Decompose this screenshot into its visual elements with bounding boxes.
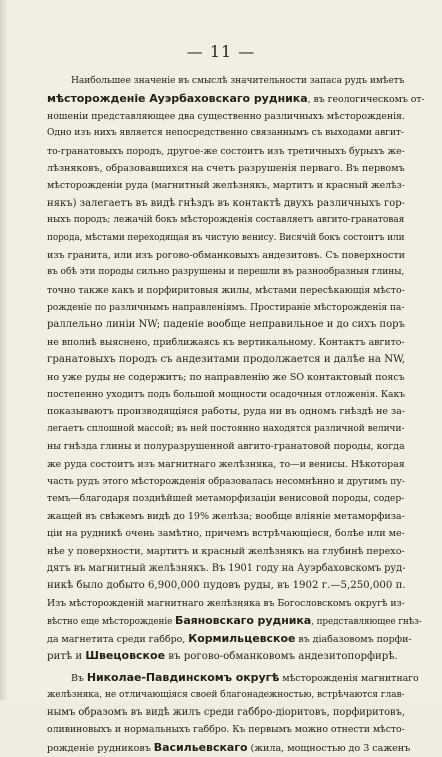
text-line [47,721,405,738]
text-run: оливиновыхъ и нормальныхъ габбро. Къ первымъ можно отнести мѣсто- [47,724,405,736]
text-run: рожденіе по различнымъ направленіямъ. Простираніе мѣсторожденія па- [47,302,405,314]
text-line [47,316,405,333]
text-line [47,282,405,299]
text-line [47,543,405,560]
text-line [47,230,405,247]
text-line [47,421,405,438]
text-run: часть рудъ этого мѣсторожденія образовалась несомнѣнно и другимъ пу- [47,475,405,487]
text-line [47,490,405,507]
text-run: , представляющее гнѣз- [311,617,422,628]
text-line [47,143,405,160]
text-line [47,125,405,142]
text-run: ны гнѣзда глины и полуразрушенной авгито-гранатовой породы, когда [47,441,405,453]
text-line [47,525,405,542]
text-run: дятъ въ магнитный желѣзнякъ. Въ 1901 году на Ауэрбаховскомъ руд- [47,562,406,574]
text-line [47,560,405,577]
text-run: вѣстно еще мѣсторожденіе [47,617,176,628]
text-line [47,595,405,612]
bold-term: Швецовское [85,648,166,662]
text-run: никѣ было добыто 6,900,000 пудовъ руды, въ 1902 г.—5,250,000 п. [47,580,406,592]
text-line [47,334,405,351]
text-line [47,508,405,525]
text-run: точно также какъ и порфиритовыя жилы, мѣстами пересѣкающія мѣсто- [47,284,405,296]
text-run: изъ гранита, или изъ рогово-обманковыхъ андезитовъ. Съ поверхности [47,249,405,261]
text-run: Въ [71,673,87,685]
text-run: ношеніи представляющее два существенно различныхъ мѣсторожденія. [47,110,405,122]
text-run: въ діабазовомъ порфи- [295,633,412,645]
text-run: постепенно уходитъ подъ большой мощности осадочныя отложенія. Какъ [47,389,405,401]
text-line [47,90,425,107]
text-run: Одно изъ нихъ является непосредственно связаннымъ съ выходами авгит- [47,128,404,139]
text-run: въ рогово-обманковомъ андезитопорфирѣ. [165,650,398,662]
text-run: Изъ мѣсторожденій магнитнаго желѣзняка въ Богословскомъ округѣ из- [47,597,405,609]
text-run: Наибольшее значеніе въ смыслѣ значительности запаса рудъ имѣетъ [71,76,405,86]
page-number: — 11 — [186,42,256,61]
text-run: мѣсторожденіи руда (магнитный желѣзнякъ, мартитъ и красный желѣз- [47,180,405,192]
text-line [47,299,405,316]
body-text [47,73,425,756]
text-run: ритѣ и [47,650,86,662]
text-run: легаетъ сплошной массой; въ ней постоянно находятся различной величи- [47,423,405,434]
text-line [47,630,412,647]
text-run: въ обѣ эти породы сильно разрушены и перешли въ разнообразныя глины, [47,267,405,278]
text-run: же руда состоитъ изъ магнитнаго желѣзняка, то—и венисы. Нѣкоторая [47,458,405,470]
scan-edge-shadow [0,0,8,700]
text-run: (жила, мощностью до 3 саженъ [247,742,411,754]
text-line [47,386,405,403]
text-line [47,160,405,177]
text-run: мѣсторожденія магнитнаго [279,673,419,685]
text-line [47,473,405,490]
text-line [47,669,419,686]
text-run: но уже руды не содержитъ; по направленію же SO контактовый поясъ [47,371,405,383]
text-run: някъ) залегаетъ въ видѣ гнѣздъ въ контактѣ двухъ различныхъ гор- [47,197,406,209]
bold-term: Васильевскаго [153,740,248,754]
bold-term: Баяновскаго рудника [175,614,312,628]
text-line [47,177,405,194]
text-run: ныхъ породъ; лежачій бокъ мѣсторожденія составляетъ авгито-гранатовая [47,215,405,226]
bold-term: мѣсторожденіе Ауэрбаховскаго рудника [47,92,308,106]
text-line [47,612,422,629]
text-line [47,195,405,212]
text-run: нѣе у поверхности, мартитъ и красный желѣзнякъ на глубинѣ перехо- [47,545,405,557]
text-run: рожденіе рудниковъ [47,742,154,754]
text-run: показываютъ производящіяся работы, руда ни въ одномъ гнѣздѣ не за- [47,406,406,418]
text-line [47,438,405,455]
text-run: , въ геологическомъ от- [307,94,425,106]
text-run: темъ—благодаря позднѣйшей метаморфизаціи венисовой породы, содер- [47,493,405,505]
text-line [47,351,405,368]
text-line [47,647,405,664]
text-run: жащей въ свѣжемъ видѣ до 19% желѣза; вообще вліяніе метаморфиза- [47,510,405,522]
text-line [47,456,405,473]
text-line [47,247,405,264]
text-run: нымъ образомъ въ видѣ жилъ среди габбро-діоритовъ, порфиритовъ, [47,707,405,719]
bold-term: Николае-Павдинскомъ округѣ [86,671,280,685]
text-run: гранатовыхъ породъ съ андезитами продолжается и далѣе на NW, [47,354,406,366]
text-line [47,687,405,704]
text-line [47,108,405,125]
text-run: раллельно линіи NW; паденіе вообще неправильное и до сихъ поръ [47,319,405,331]
text-line [47,704,405,721]
text-run: то-гранатовыхъ породъ, другое-же состоитъ изъ третичныхъ бурыхъ же- [47,145,405,157]
text-run: не вполнѣ выяснено, приближаясь къ вертикальному. Контактъ авгито- [47,336,405,348]
bold-term: Кормильцевское [188,631,296,645]
text-line [47,73,405,90]
text-run: лѣзняковъ, образовавшихся на счетъ разрушенія перваго. Въ первомъ [47,162,405,174]
text-line [47,403,405,420]
text-run: ціи на рудникѣ очень замѣтно, причемъ встрѣчающіеся, болѣе или ме- [47,528,405,540]
text-line [47,577,405,594]
text-run: порода, мѣстами переходящая въ чистую венису. Висячій бокъ состоитъ или [47,232,405,243]
text-line [47,212,405,229]
text-line [47,739,411,756]
text-line [47,369,405,386]
text-line [47,264,405,281]
text-run: да магнетита среди габбро, [47,633,189,645]
text-run: желѣзняка, не отличающіяся своей благонадежностью, встрѣчаются глав- [47,689,405,700]
